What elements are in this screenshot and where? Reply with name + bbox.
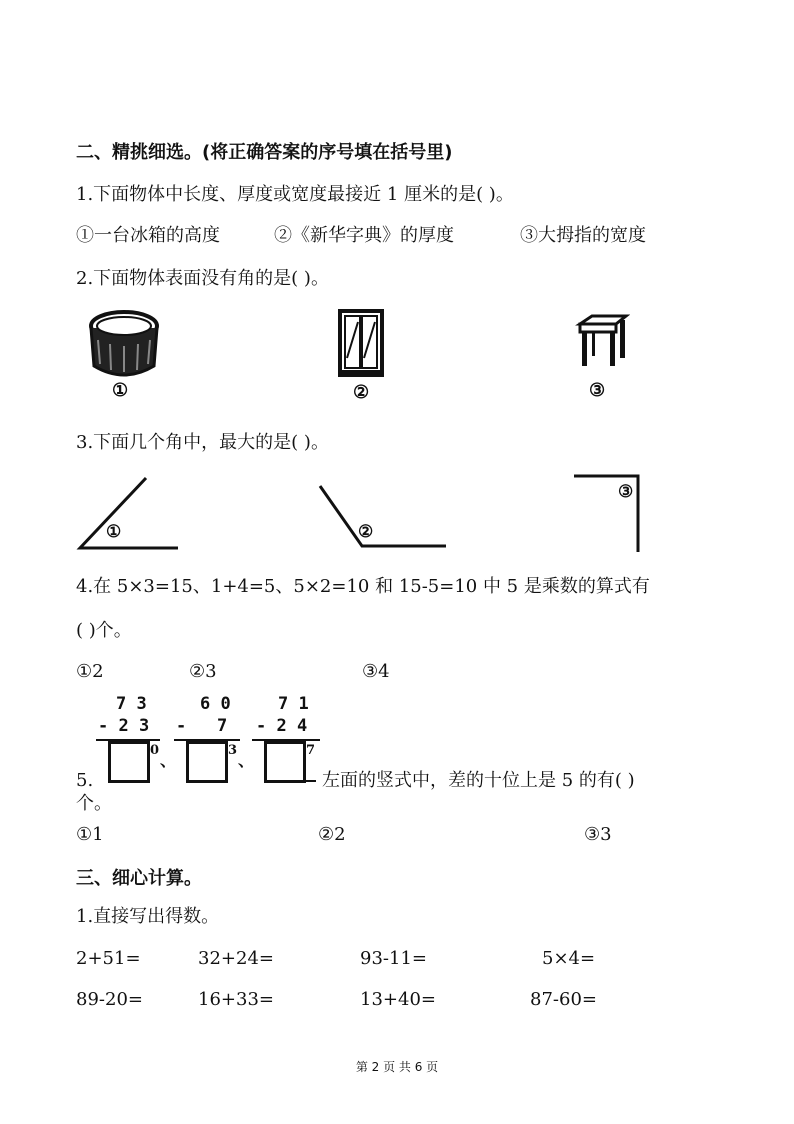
question-4-option-1: ①2	[76, 661, 104, 682]
angle-2-label: ②	[358, 522, 374, 542]
angle-3-label: ③	[618, 482, 634, 502]
question-4-option-3: ③4	[362, 661, 390, 682]
question-1-option-2: ②《新华字典》的厚度	[274, 225, 454, 246]
problem-3-top: 7 1	[278, 694, 309, 714]
problem-1-bottom: - 2 3	[98, 716, 150, 736]
question-5-option-1: ①1	[76, 824, 104, 845]
question-4-stem-line2: ( )个。	[76, 620, 132, 641]
question-4-option-2: ②3	[189, 661, 217, 682]
calc-item: 32+24=	[198, 948, 274, 969]
angle-1-label: ①	[106, 522, 122, 542]
question-5-option-3: ③3	[584, 824, 612, 845]
separator-1: 、	[160, 751, 177, 770]
angle-1-icon	[74, 476, 184, 554]
page-footer: 第 2 页 共 6 页	[355, 1060, 439, 1074]
stool-icon	[574, 314, 630, 370]
problem-3-remainder: 7	[306, 743, 316, 758]
question-3-stem: 3.下面几个角中，最大的是( )。	[76, 432, 329, 453]
drum-label: ①	[112, 380, 129, 401]
question-1-option-3: ③大拇指的宽度	[520, 225, 646, 246]
stool-label: ③	[589, 380, 606, 401]
problem-1-top: 7 3	[116, 694, 147, 714]
calc-item: 13+40=	[360, 989, 436, 1010]
calc-item: 5×4=	[542, 948, 596, 969]
calc-item: 2+51=	[76, 948, 141, 969]
question-5-number: 5.	[76, 770, 94, 791]
question-5-stem-cont: 个。	[76, 793, 112, 814]
question-1-option-1: ①一台冰箱的高度	[76, 225, 220, 246]
angle-2-icon	[316, 482, 450, 552]
calc-question-1-stem: 1.直接写出得数。	[76, 906, 220, 927]
problem-3-bottom: - 2 4	[256, 716, 308, 736]
angle-3-icon	[570, 472, 646, 554]
question-1-stem: 1.下面物体中长度、厚度或宽度最接近 1 厘米的是( )。	[76, 184, 514, 205]
calc-item: 93-11=	[360, 948, 427, 969]
cabinet-label: ②	[353, 382, 370, 403]
question-4-stem-line1: 4.在 5×3=15、1+4=5、5×2=10 和 15-5=10 中 5 是乘数的算式有	[76, 576, 650, 597]
calc-item: 87-60=	[530, 989, 597, 1010]
problem-1-answer-box[interactable]	[108, 741, 150, 783]
question-2-stem: 2.下面物体表面没有角的是( )。	[76, 268, 329, 289]
question-5-stem: 左面的竖式中，差的十位上是 5 的有( )	[322, 770, 635, 791]
problem-3-answer-box[interactable]	[264, 741, 306, 783]
calc-item: 89-20=	[76, 989, 143, 1010]
problem-1-remainder: 0	[150, 743, 160, 758]
question-5-option-2: ②2	[318, 824, 346, 845]
section-title-calculation: 三、细心计算。	[76, 868, 202, 889]
problem-2-bottom: - 7	[176, 716, 228, 736]
problem-2-top: 6 0	[200, 694, 231, 714]
section-title-choice: 二、精挑细选。(将正确答案的序号填在括号里)	[76, 142, 453, 163]
calc-item: 16+33=	[198, 989, 274, 1010]
cabinet-icon	[336, 308, 386, 378]
question-5-underline	[304, 780, 316, 782]
problem-2-remainder: 3	[228, 743, 238, 758]
separator-2: 、	[238, 751, 255, 770]
problem-2-answer-box[interactable]	[186, 741, 228, 783]
